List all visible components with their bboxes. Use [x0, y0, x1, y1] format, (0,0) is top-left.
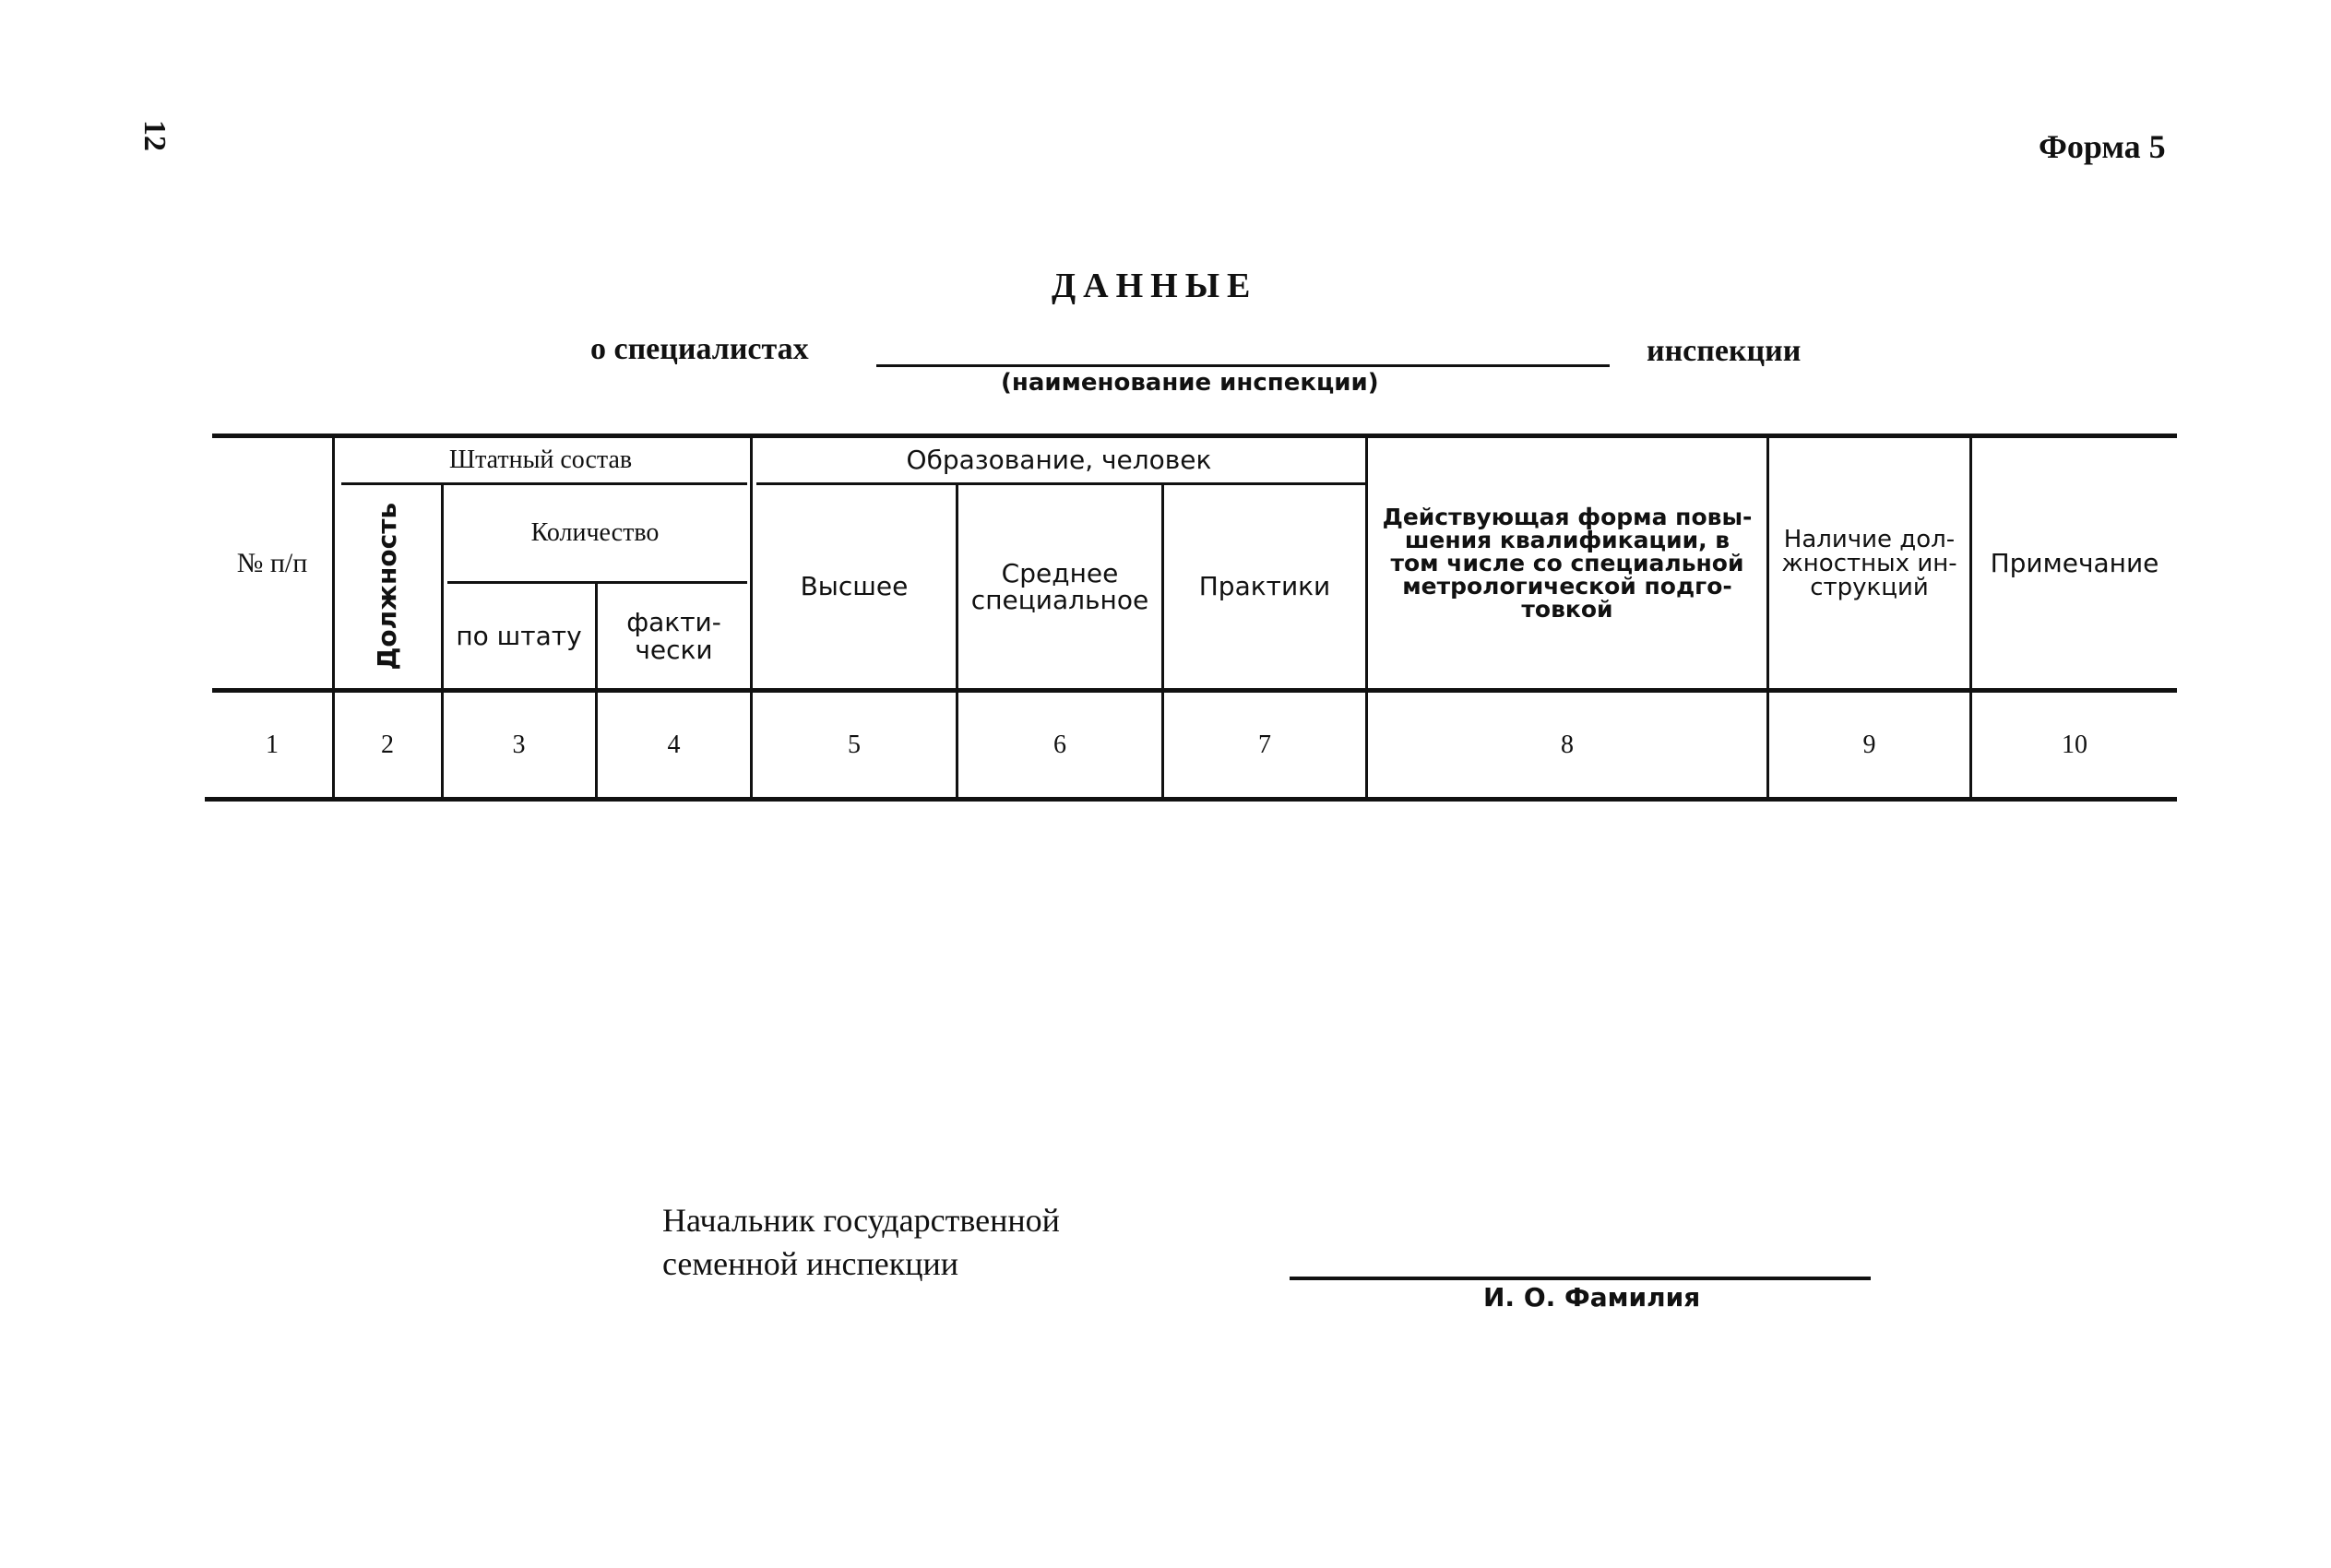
inspection-name-caption: (наименование инспекции) — [1001, 369, 1379, 397]
header-actual: факти- чески — [626, 607, 721, 665]
col-number: 5 — [848, 730, 861, 759]
subtitle-right: инспекции — [1647, 334, 1802, 368]
header-num: № п/п — [236, 547, 308, 578]
header-staff-group: Штатный состав — [448, 445, 633, 475]
col-number: 1 — [266, 730, 279, 759]
header-quantity: Количество — [530, 518, 660, 548]
col-number: 8 — [1561, 730, 1574, 759]
col-number: 9 — [1862, 730, 1876, 759]
form-label: Форма 5 — [2039, 128, 2166, 165]
col-number: 7 — [1258, 730, 1271, 759]
col-number: 4 — [667, 730, 681, 759]
header-qualification: Действующая форма повы- шения квалификации, в том числе со специальной метрологической подго- товкой — [1382, 504, 1753, 623]
signatory-title-line1: Начальник государственной — [662, 1202, 1060, 1239]
col-number: 2 — [381, 730, 394, 759]
signatory-title-line2: семенной инспекции — [662, 1244, 958, 1282]
header-note: Примечание — [1990, 547, 2159, 578]
header-position-cell — [334, 485, 441, 688]
document-title: ДАННЫЕ — [1052, 267, 1258, 305]
col-number: 10 — [2062, 730, 2087, 759]
subtitle-left: о специалистах — [590, 332, 809, 366]
signature-name-caption: И. О. Фамилия — [1483, 1282, 1701, 1313]
table-bottom-rule — [205, 797, 2177, 802]
page-number: 12 — [137, 120, 172, 151]
header-secondary: Среднее специальное — [970, 557, 1149, 615]
header-education-group: Образование, человек — [906, 445, 1212, 476]
header-instructions: Наличие дол- жностных ин- струкций — [1781, 525, 1957, 601]
header-practice: Практики — [1198, 571, 1331, 602]
header-by-staff: по штату — [456, 620, 582, 651]
header-higher: Высшее — [800, 571, 909, 602]
inspection-name-line — [876, 364, 1610, 367]
col-number: 3 — [512, 730, 526, 759]
header-position: Должность — [372, 503, 403, 671]
signature-line — [1290, 1277, 1871, 1280]
signatory-title — [662, 1199, 1060, 1286]
col-number: 6 — [1053, 730, 1066, 759]
